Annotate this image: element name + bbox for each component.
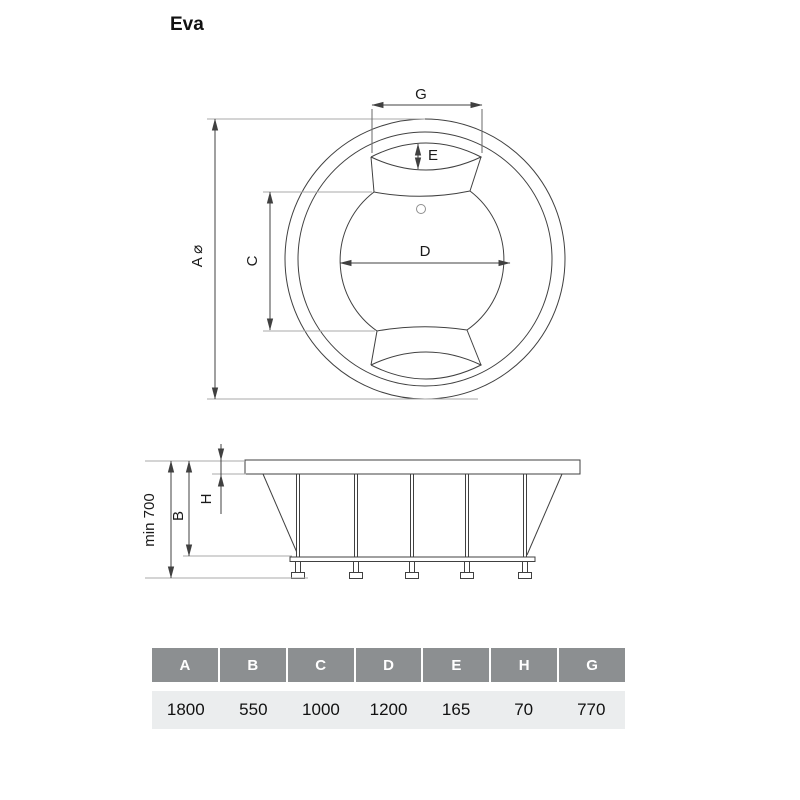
tub-slope-right xyxy=(527,474,562,555)
tub-side-view xyxy=(245,460,580,579)
table-value-cell: 550 xyxy=(239,700,268,719)
top-view-dimension-lines xyxy=(215,105,510,399)
dim-label-e: E xyxy=(428,147,439,164)
top-seat-edge xyxy=(374,191,470,196)
foot-stem xyxy=(410,562,415,573)
frame-leg xyxy=(466,474,469,557)
table-value-cell: 165 xyxy=(441,700,471,719)
table-header-cell: B xyxy=(220,648,288,682)
table-header-cell: A xyxy=(152,648,220,682)
dimensions-table-value-row xyxy=(152,691,625,729)
frame-base-bar xyxy=(290,557,535,562)
foot-pad xyxy=(350,573,363,579)
dim-label-d: D xyxy=(419,243,431,260)
foot-stem xyxy=(465,562,470,573)
top-headrest-pillow xyxy=(371,143,481,170)
foot-stem xyxy=(523,562,528,573)
dim-label-h: H xyxy=(198,493,215,505)
dim-label-g: G xyxy=(415,86,427,103)
table-value-cell: 1800 xyxy=(166,700,205,719)
dim-label-b: B xyxy=(170,510,187,522)
table-header-cell: C xyxy=(288,648,356,682)
frame-leg xyxy=(524,474,527,557)
top-headrest-side-left xyxy=(371,157,374,192)
table-header-cell: E xyxy=(423,648,491,682)
table-value-cell: 1000 xyxy=(302,700,340,719)
bottom-headrest-side-left xyxy=(371,331,377,365)
table-header-cell: G xyxy=(559,648,625,682)
basin-right-arc xyxy=(467,191,504,330)
table-value-cell: 1200 xyxy=(369,700,408,719)
frame-leg xyxy=(355,474,358,557)
dim-label-a-diameter: A ⌀ xyxy=(189,244,206,268)
dimensions-table-header-row xyxy=(152,648,625,682)
bottom-headrest-pillow xyxy=(371,352,481,379)
rim-slab xyxy=(245,460,580,474)
table-value-cell: 770 xyxy=(577,700,606,719)
table-header-cell: D xyxy=(356,648,424,682)
dimensions-table xyxy=(152,648,625,729)
table-header-cell: H xyxy=(491,648,559,682)
foot-pad xyxy=(519,573,532,579)
foot-stem xyxy=(354,562,359,573)
foot-pad xyxy=(406,573,419,579)
frame-leg xyxy=(297,474,300,557)
table-value-cell: 70 xyxy=(514,700,534,719)
tub-slope-left xyxy=(263,474,298,555)
product-title: Eva xyxy=(170,14,204,35)
foot-stem xyxy=(296,562,301,573)
dim-label-c: C xyxy=(244,255,261,267)
basin-left-arc xyxy=(340,192,377,331)
frame-leg xyxy=(411,474,414,557)
dim-label-min-height: min 700 xyxy=(141,493,158,547)
top-headrest-side-right xyxy=(470,157,481,191)
foot-pad xyxy=(461,573,474,579)
drain-hole xyxy=(417,205,426,214)
bottom-seat-edge xyxy=(377,327,467,331)
